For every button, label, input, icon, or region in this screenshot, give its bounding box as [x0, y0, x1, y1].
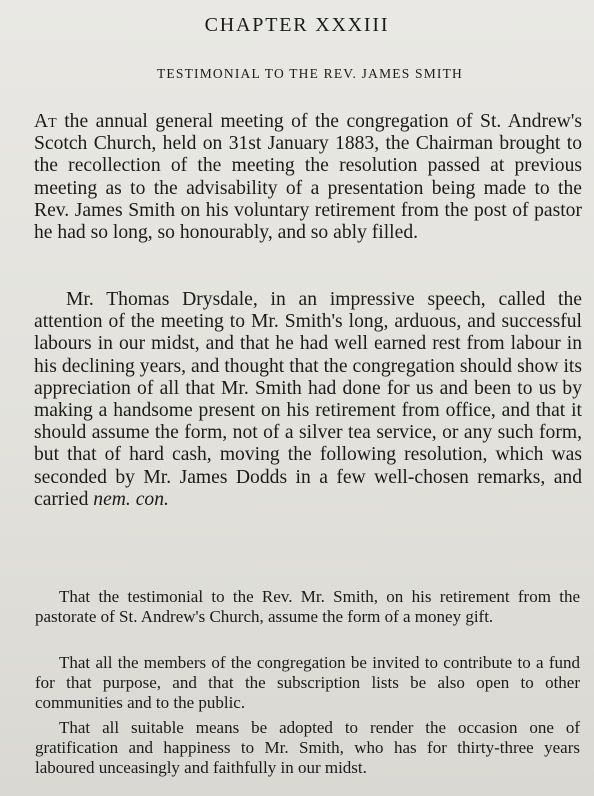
- resolution-item: That all the members of the congregation be invited to contribute to a fund for that purpose, and that the subscription lists be also open to other communities and to the public.: [35, 653, 580, 712]
- resolution-item: That all suitable means be adopted to render the occasion one of gratification and happiness to Mr. Smith, who has for thirty-three years laboured unceasingly and faithfully in our midst.: [35, 718, 580, 777]
- chapter-subtitle: TESTIMONIAL TO THE REV. JAMES SMITH: [156, 66, 463, 81]
- paragraph-drysdale-speech: [34, 289, 582, 511]
- paragraph-body-text: Mr. Thomas Drysdale, in an impressive speech, called the attention of the meeting to Mr. Smith's long, arduous, and successful labours in our midst, and that he had well earned rest from labour in his declining years, and thought that the congregation should show its appreciation of all that Mr. Smith had done for us and been to us by making a handsome present on his retirement from office, and that it should assume the form, not of a silver tea service, or any such form, but that of hard cash, moving the following resolution, which was seconded by Mr. James Dodds in a few well-chosen remarks, and carried: [34, 289, 582, 510]
- chapter-heading: CHAPTER XXXIII: [204, 14, 390, 36]
- latin-phrase: nem. con.: [93, 488, 169, 510]
- paragraph-annual-meeting: [34, 111, 582, 244]
- paragraph-lead-word: At: [34, 111, 57, 132]
- resolution-item: That the testimonial to the Rev. Mr. Smith, on his retirement from the pastorate of St. Andrew's Church, assume the form of a money gift.: [35, 587, 580, 626]
- paragraph-body-text: the annual general meeting of the congregation of St. Andrew's Scotch Church, held on 31st January 1883, the Chairman brought to the recollection of the meeting the resolution passed at previous meeting as to the advisability of a presentation being made to the Rev. James Smith on his voluntary retirement from the post of pastor he had so long, so honourably, and so ably filled.: [34, 111, 582, 244]
